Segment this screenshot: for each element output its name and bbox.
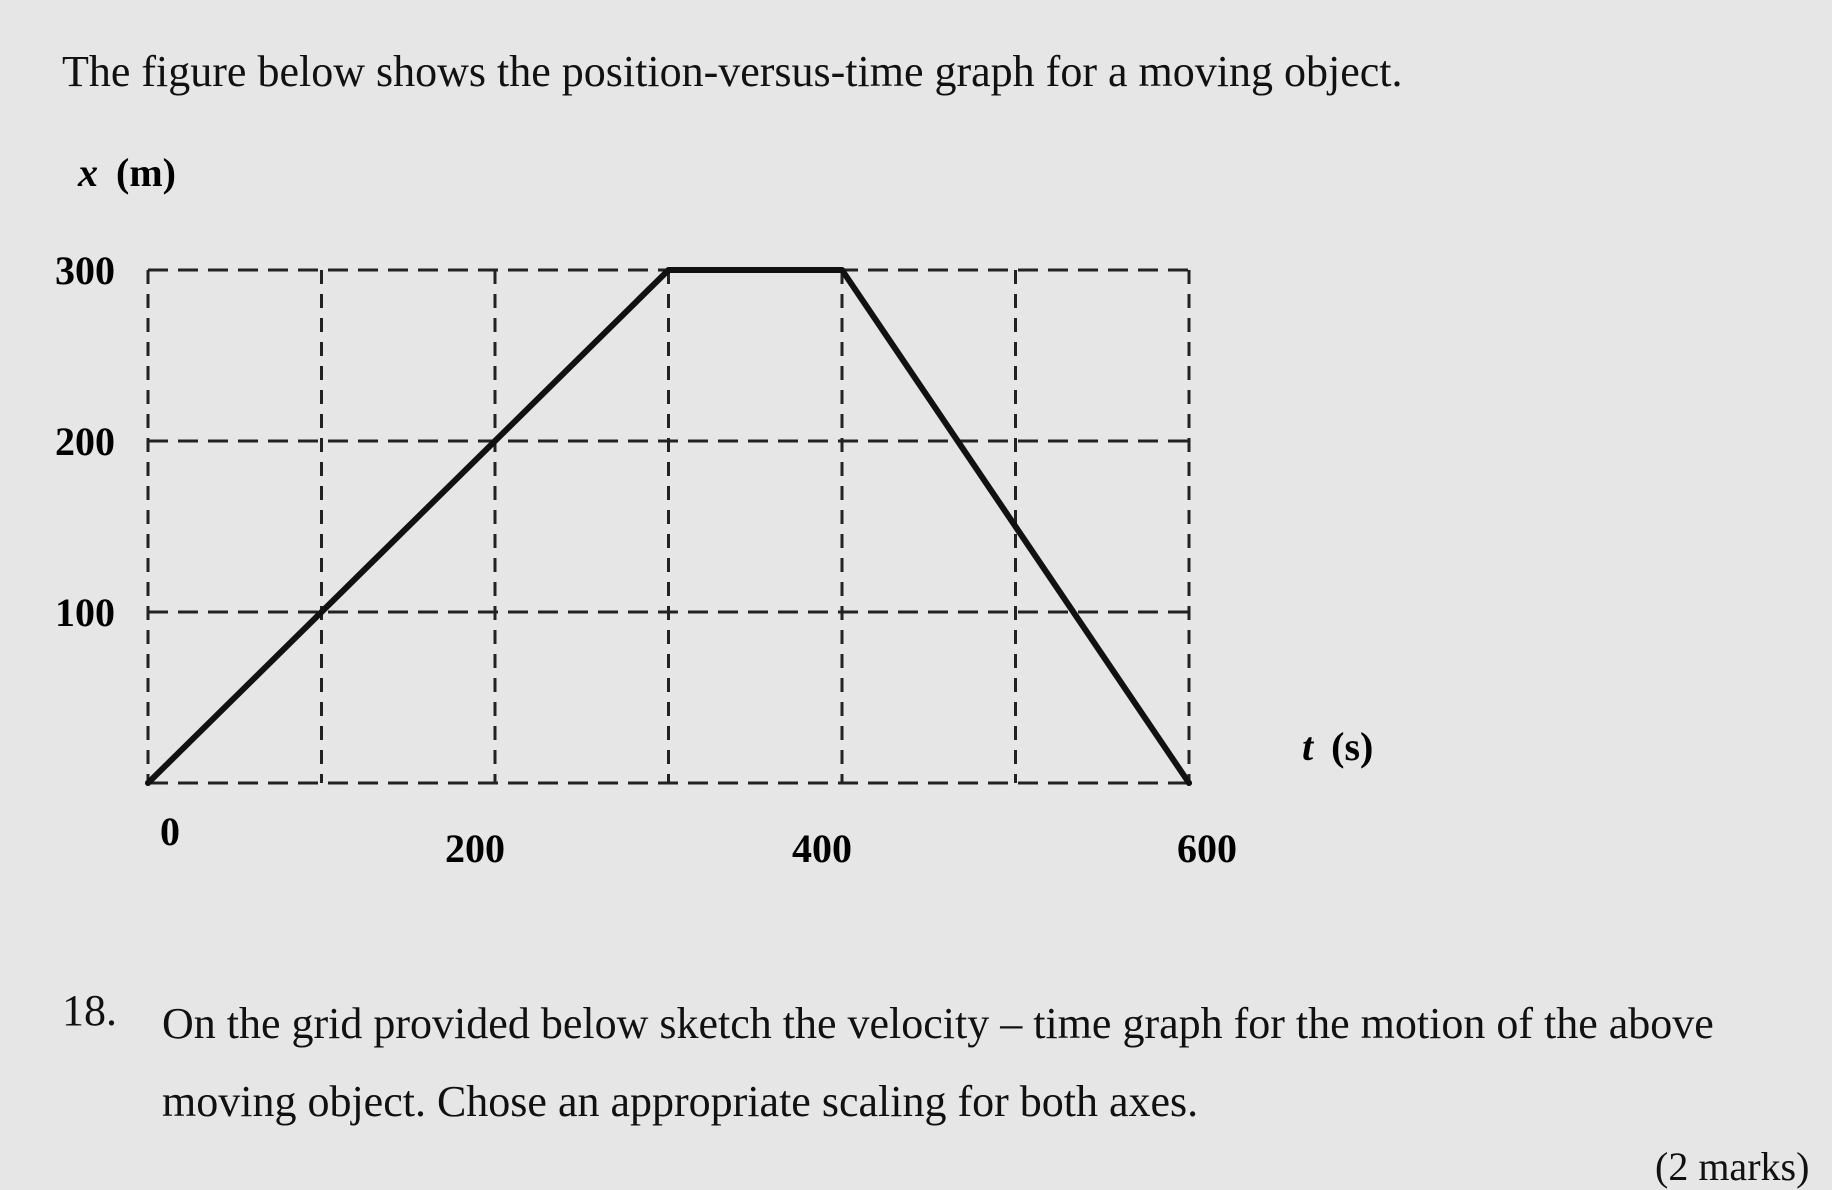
x-tick-label-3: 600: [1177, 826, 1237, 871]
x-axis-label: [1302, 724, 1373, 769]
question-text: On the grid provided below sketch the velocity – time graph for the motion of the above moving object. Chose an appropriate scaling for both axes.: [162, 999, 1714, 1126]
y-axis-unit: (m): [116, 150, 176, 195]
y-tick-label-2: 300: [55, 248, 115, 293]
y-tick-label-0: 100: [55, 590, 115, 635]
x-tick-label-1: 200: [445, 826, 505, 871]
data-point-2: [839, 267, 845, 273]
y-tick-label-1: 200: [55, 419, 115, 464]
x-tick-labels: [160, 809, 1237, 871]
y-axis-label: [77, 150, 176, 195]
data-point-0: [145, 780, 151, 786]
data-point-3: [1186, 780, 1192, 786]
intro-text: The figure below shows the position-versus-time graph for a moving object.: [62, 47, 1403, 96]
question-number: 18.: [62, 986, 117, 1035]
y-axis-var: x: [78, 150, 98, 195]
chart-grid: [148, 270, 1189, 783]
x-axis-var: t: [1302, 724, 1314, 769]
marks-label: (2 marks): [1655, 1144, 1810, 1189]
y-tick-labels: [55, 248, 115, 635]
x-tick-label-2: 400: [792, 826, 852, 871]
data-point-1: [666, 267, 672, 273]
x-axis-unit: (s): [1331, 724, 1374, 769]
x-tick-label-0: 0: [160, 809, 180, 854]
